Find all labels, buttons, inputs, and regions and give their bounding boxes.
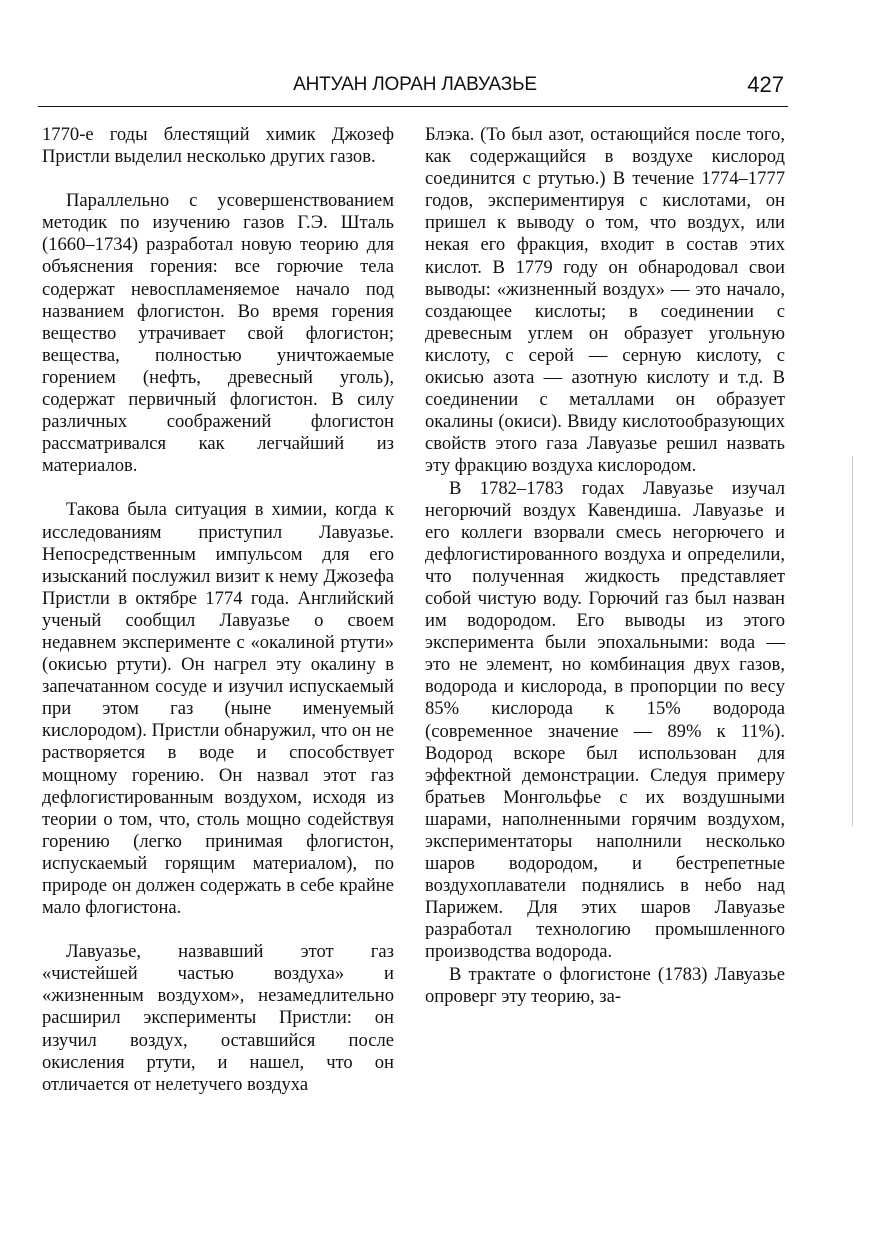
running-title: АНТУАН ЛОРАН ЛАВУАЗЬЕ xyxy=(293,74,537,95)
right-column xyxy=(425,124,785,1008)
page-header xyxy=(38,72,792,104)
paragraph: В 1782–1783 годах Лавуазье изучал негорючий воздух Кавендиша. Лавуазье и его коллеги взорвали смесь негорючего и дефлогистированного воздуха и определили, что полученная жидкость представляет собой чистую воду. Горючий газ был назван им водородом. Его выводы из этого эксперимента были эпохальными: вода — это не элемент, но комбинация двух газов, водорода и кислорода, в пропорции по весу 85% кислорода к 15% водорода (современное значение — 89% к 11%). Водород вскоре был использован для эффектной демонстрации. Следуя примеру братьев Монгольфье с их воздушными шарами, наполненными горячим воздухом, экспериментаторы наполнили несколько шаров водородом, и бестрепетные воздухоплаватели поднялись в небо над Парижем. Для этих шаров Лавуазье разработал технологию промышленного производства водорода. xyxy=(425,477,785,963)
header-rule xyxy=(38,106,788,107)
paragraph: Такова была ситуация в химии, когда к исследованиям приступил Лавуазье. Непосредственным импульсом для его изысканий послужил визит к нему Джозефа Пристли в октябре 1774 года. Английский ученый сообщил Лавуазье о своем недавнем эксперименте с «окалиной ртути» (окисью ртути). Он нагрел эту окалину в запечатанном сосуде и изучил испускаемый при этом газ (ныне именуемый кислородом). Пристли обнаружил, что он не растворяется в воде и способствует мощному горению. Он назвал этот газ дефлогистированным воздухом, исходя из теории о том, что, столь мощно содействуя горению (легко принимая флогистон, испускаемый горящим материалом), по природе он должен содержать в себе крайне мало флогистона. xyxy=(42,499,394,919)
paragraph: 1770-е годы блестящий химик Джозеф Пристли выделил несколько других газов. xyxy=(42,124,394,168)
page-number: 427 xyxy=(747,72,784,97)
paragraph: В трактате о флогистоне (1783) Лавуазье опроверг эту теорию, за- xyxy=(425,963,785,1007)
paragraph: Лавуазье, назвавший этот газ «чистейшей частью воздуха» и «жизненным воздухом», незамедлительно расширил эксперименты Пристли: он изучил воздух, оставшийся после окисления ртути, и нашел, что он отличается от нелетучего воздуха xyxy=(42,941,394,1095)
margin-line xyxy=(852,456,853,826)
left-column xyxy=(42,124,394,1096)
paragraph: Блэка. (То был азот, остающийся после того, как содержащийся в воздухе кислород соединится с ртутью.) В течение 1774–1777 годов, экспериментируя с кислотами, он пришел к выводу о том, что воздух, или некая его фракция, входит в состав этих кислот. В 1779 году он обнародовал свои выводы: «жизненный воздух» — это начало, создающее кислоты; в соединении с древесным углем он образует угольную кислоту, с серой — серную кислоту, с окисью азота — азотную кислоту и т.д. В соединении с металлами он образует окалины (окиси). Ввиду кислотообразующих свойств этого газа Лавуазье решил назвать эту фракцию воздуха кислородом. xyxy=(425,124,785,477)
paragraph: Параллельно с усовершенствованием методик по изучению газов Г.Э. Шталь (1660–1734) разработал новую теорию для объяснения горения: все горючие тела содержат невоспламеняемое начало под названием флогистон. Во время горения вещество утрачивает свой флогистон; вещества, полностью уничтожаемые горением (нефть, древесный уголь), содержат первичный флогистон. В силу различных соображений флогистон рассматривался как легчайший из материалов. xyxy=(42,190,394,477)
